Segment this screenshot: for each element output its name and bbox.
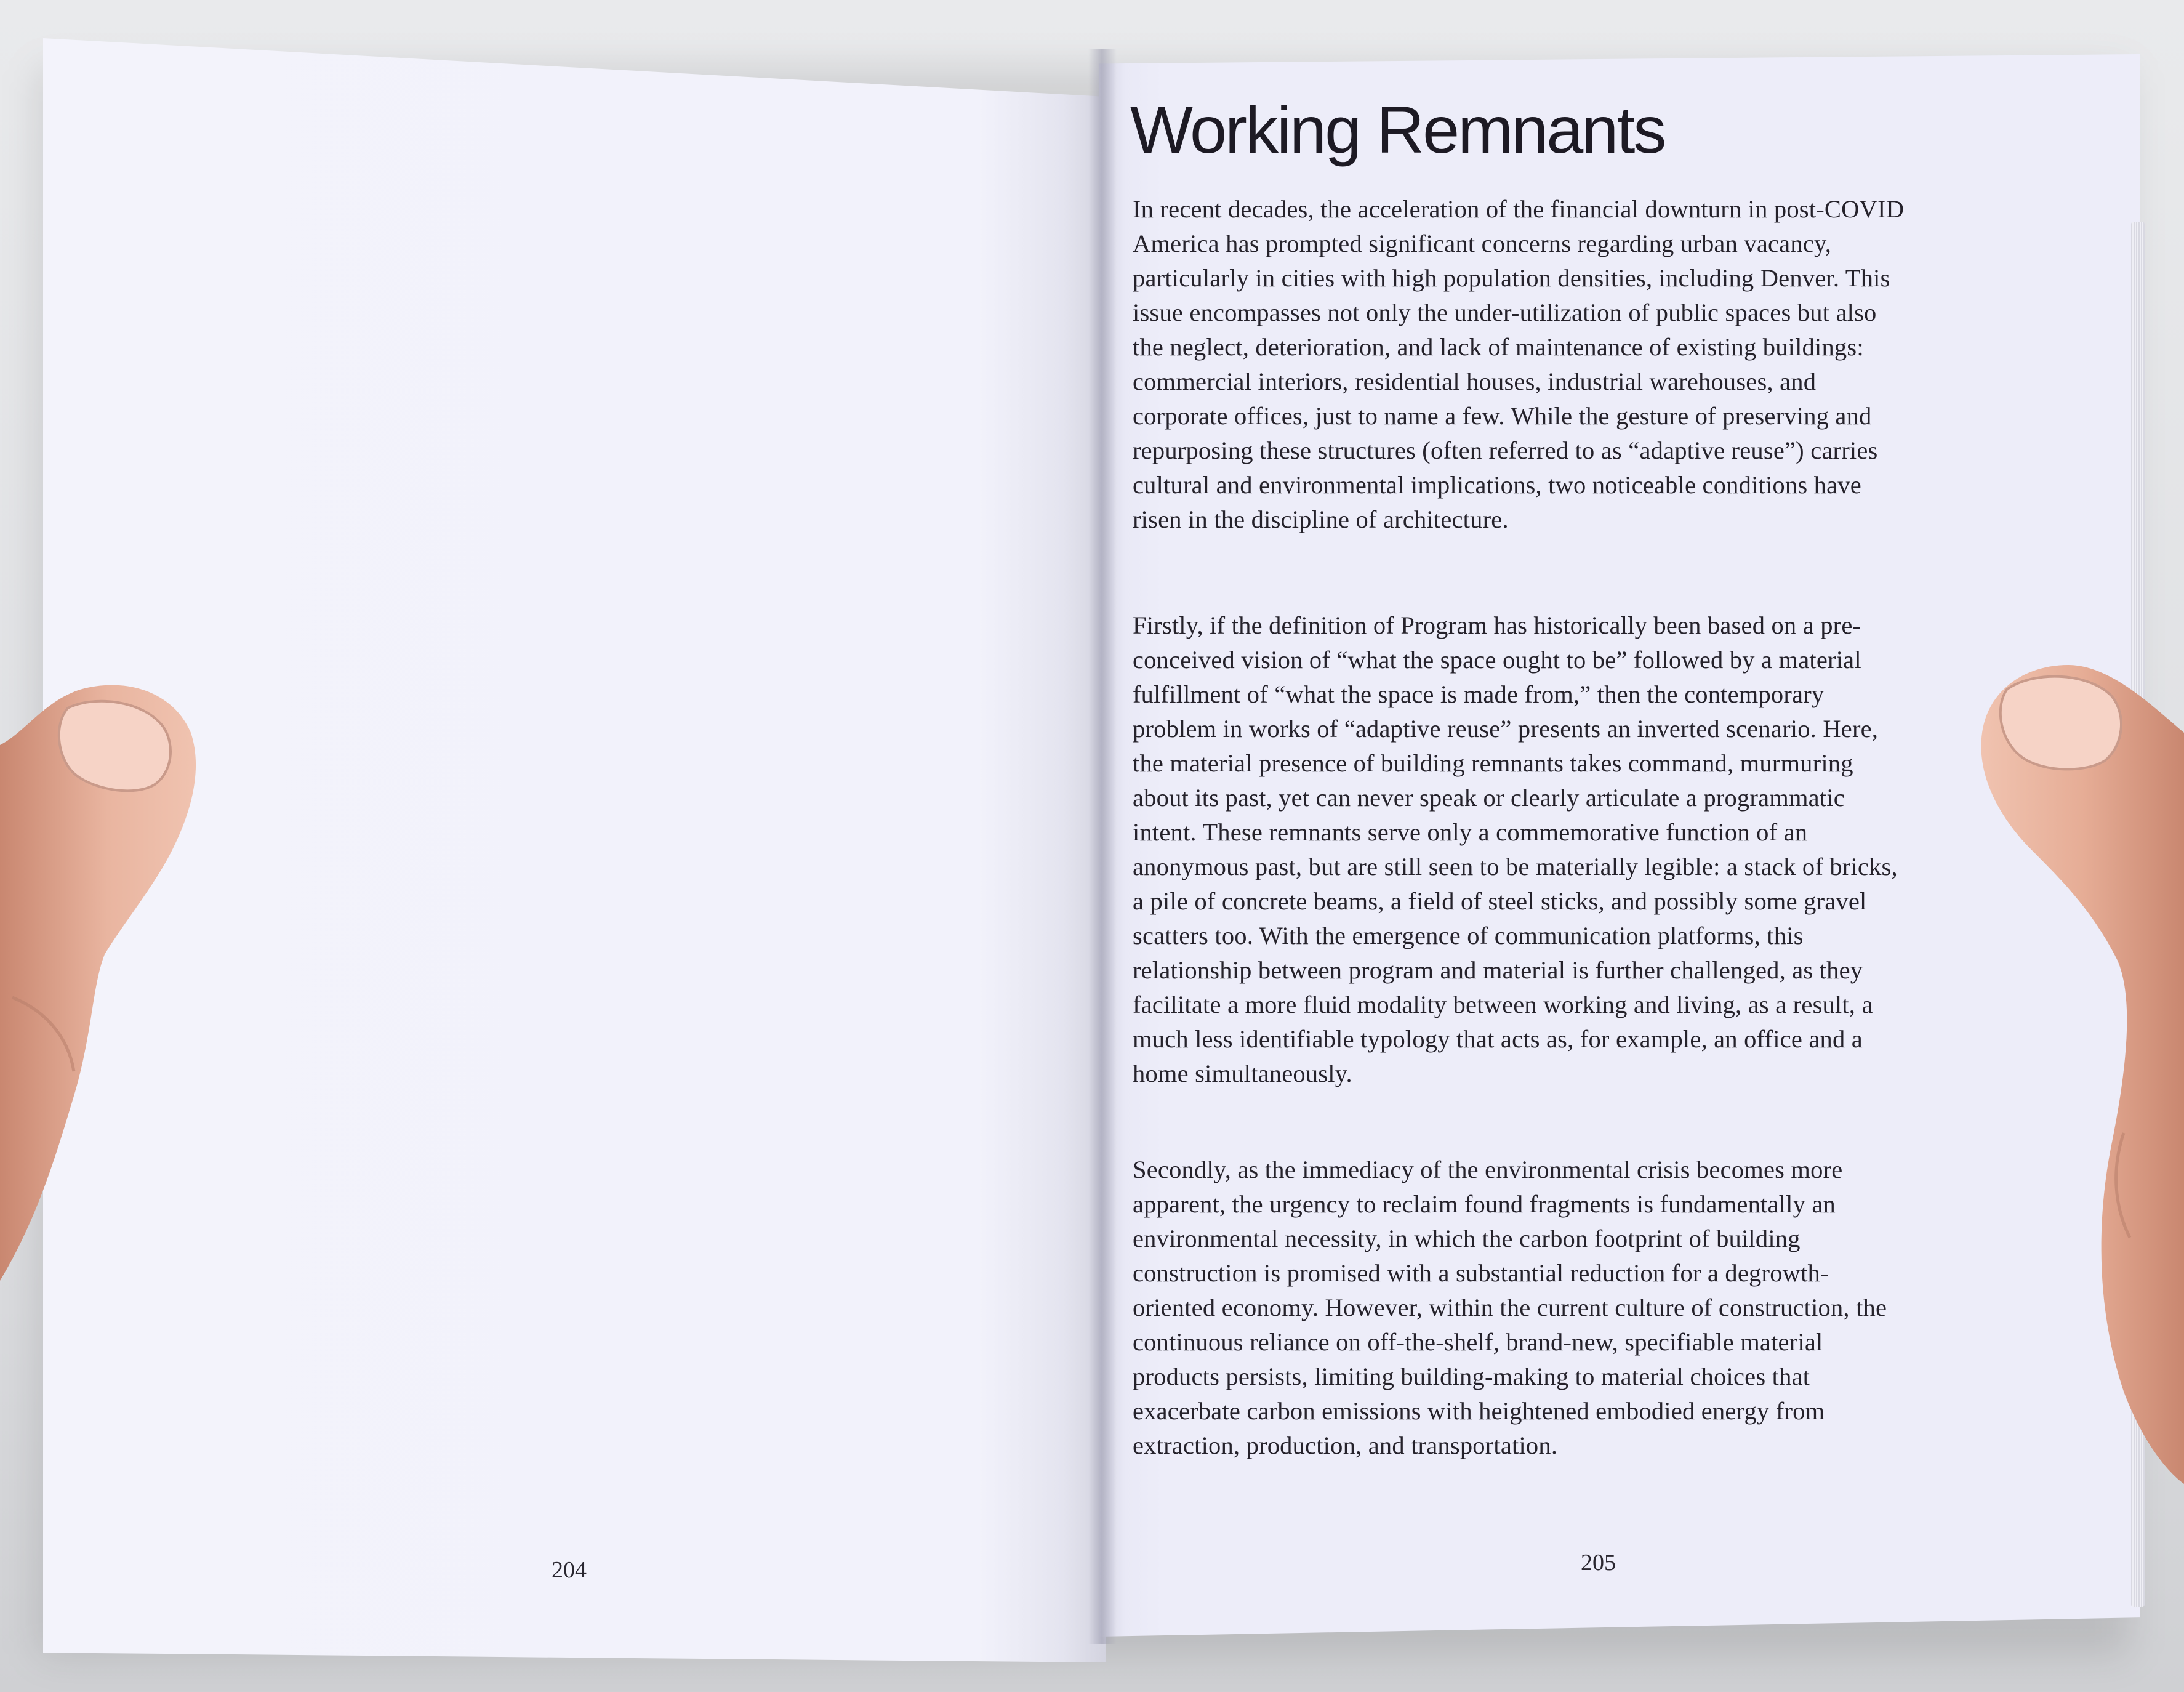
page-number-right: 205 xyxy=(1581,1550,1616,1576)
body-paragraph-3: Secondly, as the immediacy of the environmental crisis becomes more apparent, the urgency to reclaim found fragments is fundamentally an environmental necessity, in which the carbon footprint of building construction is promised with a substantial reduction for a degrowth-oriented economy. However, within the current culture of construction, the continuous reliance on off-the-shelf, brand-new, specifiable material products persists, limiting building-making to material choices that exacerbate carbon emissions with heightened embodied energy from extraction, production, and transportation. xyxy=(1133,1156,1887,1459)
left-hand-shape xyxy=(0,665,209,1355)
book-spine-gutter xyxy=(1088,49,1117,1644)
chapter-title: Working Remnants xyxy=(1130,92,1665,167)
right-hand-shape xyxy=(1970,653,2184,1484)
left-hand xyxy=(0,665,209,1355)
page-number-left: 204 xyxy=(552,1557,587,1583)
body-paragraph-1: In recent decades, the acceleration of the financial downturn in post-COVID America has prompted significant concerns regarding urban vacancy, particularly in cities with high population densities, including Denver. This issue encompasses not only the under-utilization of public spaces but also the neglect, deterioration, and lack of maintenance of existing buildings: commercial interiors, residential houses, industrial warehouses, and corporate offices, just to name a few. While the gesture of preserving and repurposing these structures (often referred to as “adaptive reuse”) carries cultural and environmental implications, two noticeable conditions have risen in the discipline of architecture. xyxy=(1133,195,1905,533)
body-paragraph-2: Firstly, if the definition of Program has historically been based on a pre-conceived vision of “what the space ought to be” followed by a material fulfillment of “what the space is made from,” then the contemporary problem in works of “adaptive reuse” presents an inverted scenario. Here, the material presence of building remnants takes command, murmuring about its past, yet can never speak or clearly articulate a programmatic intent. These remnants serve only a commemorative function of an anonymous past, but are still seen to be materially legible: a stack of bricks, a pile of concrete beams, a field of steel sticks, and possibly some gravel scatters too. With the emergence of communication platforms, this relationship between program and material is further challenged, as they facilitate a more fluid modality between working and living, as a result, a much less identifiable typology that acts as, for example, an office and a home simultaneously. xyxy=(1133,611,1898,1087)
right-hand xyxy=(1970,653,2184,1484)
